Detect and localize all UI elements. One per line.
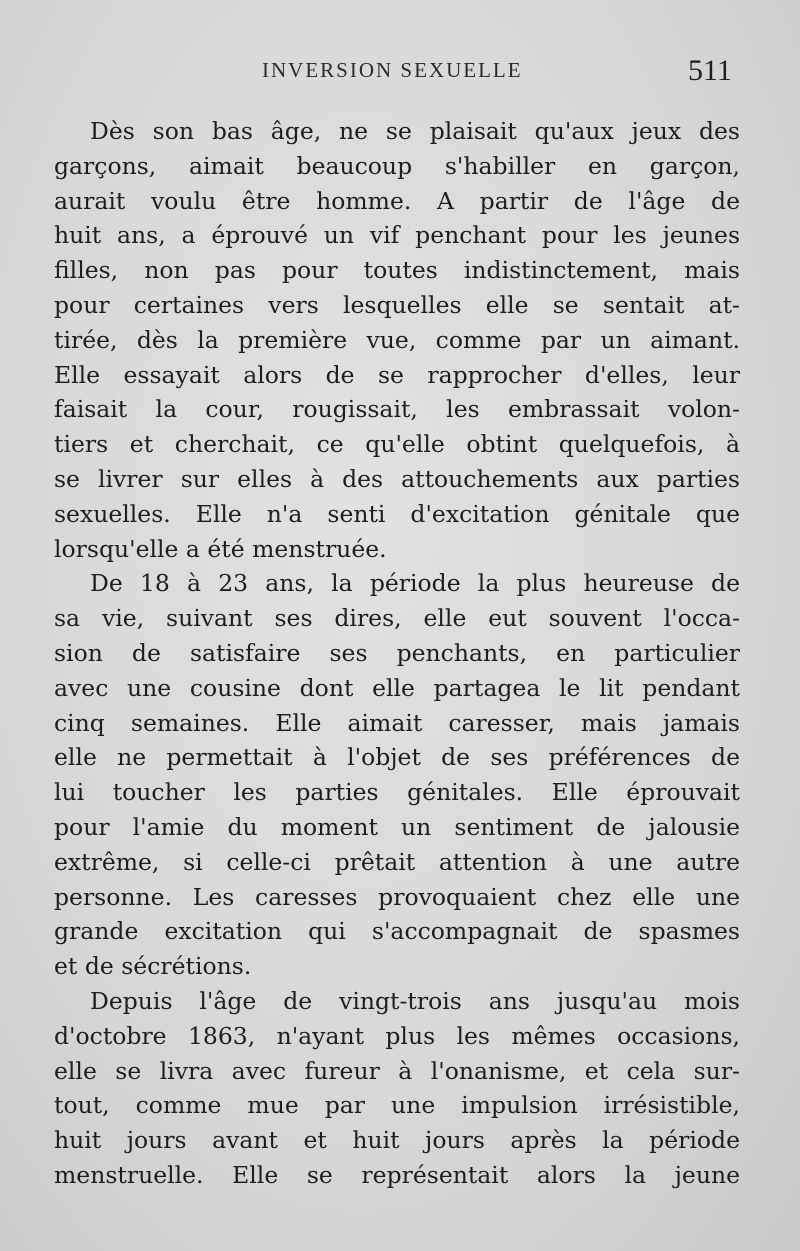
text-line: pour l'amie du moment un sentiment de jalousie [54, 812, 740, 841]
text-line: garçons, aimait beaucoup s'habiller en garçon, [54, 151, 740, 180]
text-line: faisait la cour, rougissait, les embrassait volon- [54, 395, 740, 424]
text-line: sa vie, suivant ses dires, elle eut souvent l'occa- [54, 604, 740, 633]
text-line: avec une cousine dont elle partagea le lit pendant [54, 673, 740, 702]
text-line: tout, comme mue par une impulsion irrésistible, [54, 1091, 740, 1120]
text-line: tirée, dès la première vue, comme par un aimant. [54, 325, 740, 354]
text-line: filles, non pas pour toutes indistinctement, mais [54, 256, 740, 285]
text-line: aurait voulu être homme. A partir de l'âge de [54, 186, 740, 215]
text-line: Depuis l'âge de vingt-trois ans jusqu'au mois [90, 986, 740, 1015]
text-line: pour certaines vers lesquelles elle se sentait at- [54, 290, 740, 319]
running-head [0, 54, 800, 90]
text-line: lorsqu'elle a été menstruée. [54, 534, 387, 563]
text-line: sexuelles. Elle n'a senti d'excitation génitale que [54, 499, 740, 528]
text-line: Dès son bas âge, ne se plaisait qu'aux jeux des [90, 117, 740, 145]
text-line: lui toucher les parties génitales. Elle éprouvait [54, 778, 740, 807]
text-line: elle se livra avec fureur à l'onanisme, et cela sur- [54, 1056, 740, 1085]
text-line: menstruelle. Elle se représentait alors la jeune [54, 1160, 740, 1189]
text-line: extrême, si celle-ci prêtait attention à une autre [54, 847, 740, 876]
text-line: elle ne permettait à l'objet de ses préférences de [54, 743, 740, 772]
text-line: Elle essayait alors de se rapprocher d'elles, leur [54, 360, 740, 389]
text-line: se livrer sur elles à des attouchements aux parties [54, 464, 740, 493]
body-text [54, 114, 740, 1193]
page-number: 511 [688, 54, 732, 87]
text-line: huit jours avant et huit jours après la période [54, 1126, 740, 1155]
text-line: grande excitation qui s'accompagnait de spasmes [54, 917, 740, 946]
running-title: INVERSION SEXUELLE [262, 58, 523, 82]
text-line: huit ans, a éprouvé un vif penchant pour les jeunes [54, 221, 740, 250]
text-line: d'octobre 1863, n'ayant plus les mêmes occasions, [54, 1021, 740, 1050]
text-line: De 18 à 23 ans, la période la plus heureuse de [90, 569, 740, 598]
text-line: sion de satisfaire ses penchants, en particulier [54, 638, 740, 667]
text-line: et de sécrétions. [54, 952, 252, 981]
text-line: cinq semaines. Elle aimait caresser, mais jamais [54, 708, 740, 737]
text-line: tiers et cherchait, ce qu'elle obtint quelquefois, à [54, 430, 740, 459]
text-line: personne. Les caresses provoquaient chez elle une [54, 882, 740, 911]
